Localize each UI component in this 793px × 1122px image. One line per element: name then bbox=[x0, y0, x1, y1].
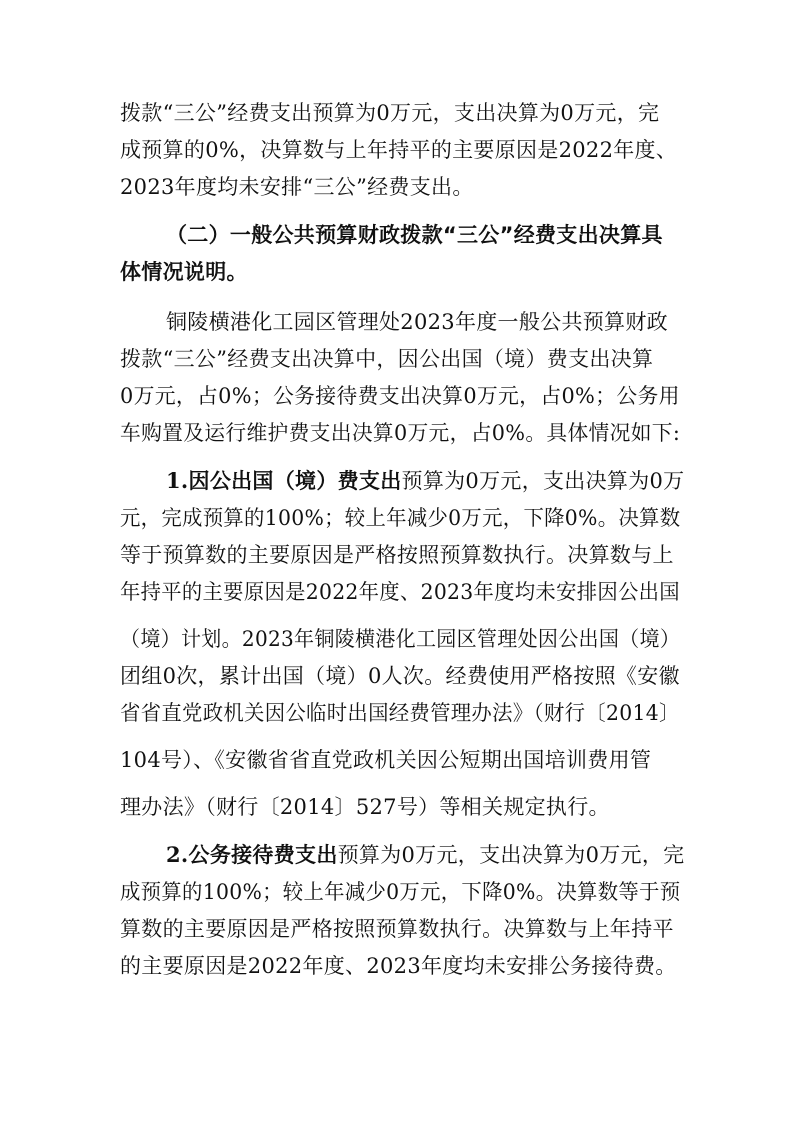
paragraph-line: 车购置及运行维护费支出决算0万元，占0%。具体情况如下: bbox=[120, 421, 681, 445]
paragraph-line: 团组0次，累计出国（境）0人次。经费使用严格按照《安徽 bbox=[120, 664, 680, 688]
paragraph-line: 等于预算数的主要原因是严格按照预算数执行。决算数与上 bbox=[120, 543, 674, 567]
paragraph-line: （境）计划。2023年铜陵横港化工园区管理处因公出国（境） bbox=[120, 627, 681, 651]
paragraph-line: 的主要原因是2022年度、2023年度均未安排公务接待费。 bbox=[120, 954, 677, 978]
paragraph-text: 预算为0万元，支出决算为0万元，完 bbox=[337, 843, 685, 867]
paragraph-line: 2023年度均未安排“三公”经费支出。 bbox=[120, 175, 474, 199]
paragraph-line: 成预算的100%；较上年减少0万元，下降0%。决算数等于预 bbox=[120, 880, 681, 904]
section-heading: （二）一般公共预算财政拨款“三公”经费支出决算具 bbox=[166, 223, 663, 247]
paragraph-line: 0万元，占0%；公务接待费支出决算0万元，占0%；公务用 bbox=[120, 384, 680, 408]
paragraph-line: 铜陵横港化工园区管理处2023年度一般公共预算财政 bbox=[166, 310, 668, 334]
section-heading-cont: 体情况说明。 bbox=[120, 260, 248, 284]
paragraph-line: 元，完成预算的100%；较上年减少0万元，下降0%。决算数 bbox=[120, 506, 681, 530]
subheading-travel: 1.因公出国（境）费支出 bbox=[166, 468, 402, 493]
paragraph-line: 拨款“三公”经费支出决算中，因公出国（境）费支出决算 bbox=[120, 347, 654, 371]
paragraph-line bbox=[166, 840, 726, 870]
paragraph-line: 理办法》（财行〔2014〕527号）等相关规定执行。 bbox=[120, 795, 610, 819]
paragraph-line: 算数的主要原因是严格按照预算数执行。决算数与上年持平 bbox=[120, 917, 674, 941]
paragraph-line: 省省直党政机关因公临时出国经费管理办法》（财行〔2014〕 bbox=[120, 701, 680, 725]
paragraph-line bbox=[166, 466, 726, 496]
subheading-reception: 2.公务接待费支出 bbox=[166, 842, 338, 867]
paragraph-text: 预算为0万元，支出决算为0万 bbox=[401, 469, 685, 493]
paragraph-line: 年持平的主要原因是2022年度、2023年度均未安排因公出国 bbox=[120, 580, 680, 604]
paragraph-line: 成预算的0%，决算数与上年持平的主要原因是2022年度、 bbox=[120, 138, 678, 162]
paragraph-line: 104号）、《安徽省省直党政机关因公短期出国培训费用管 bbox=[120, 748, 652, 772]
paragraph-line: 拨款“三公”经费支出预算为0万元，支出决算为0万元，完 bbox=[120, 101, 660, 125]
